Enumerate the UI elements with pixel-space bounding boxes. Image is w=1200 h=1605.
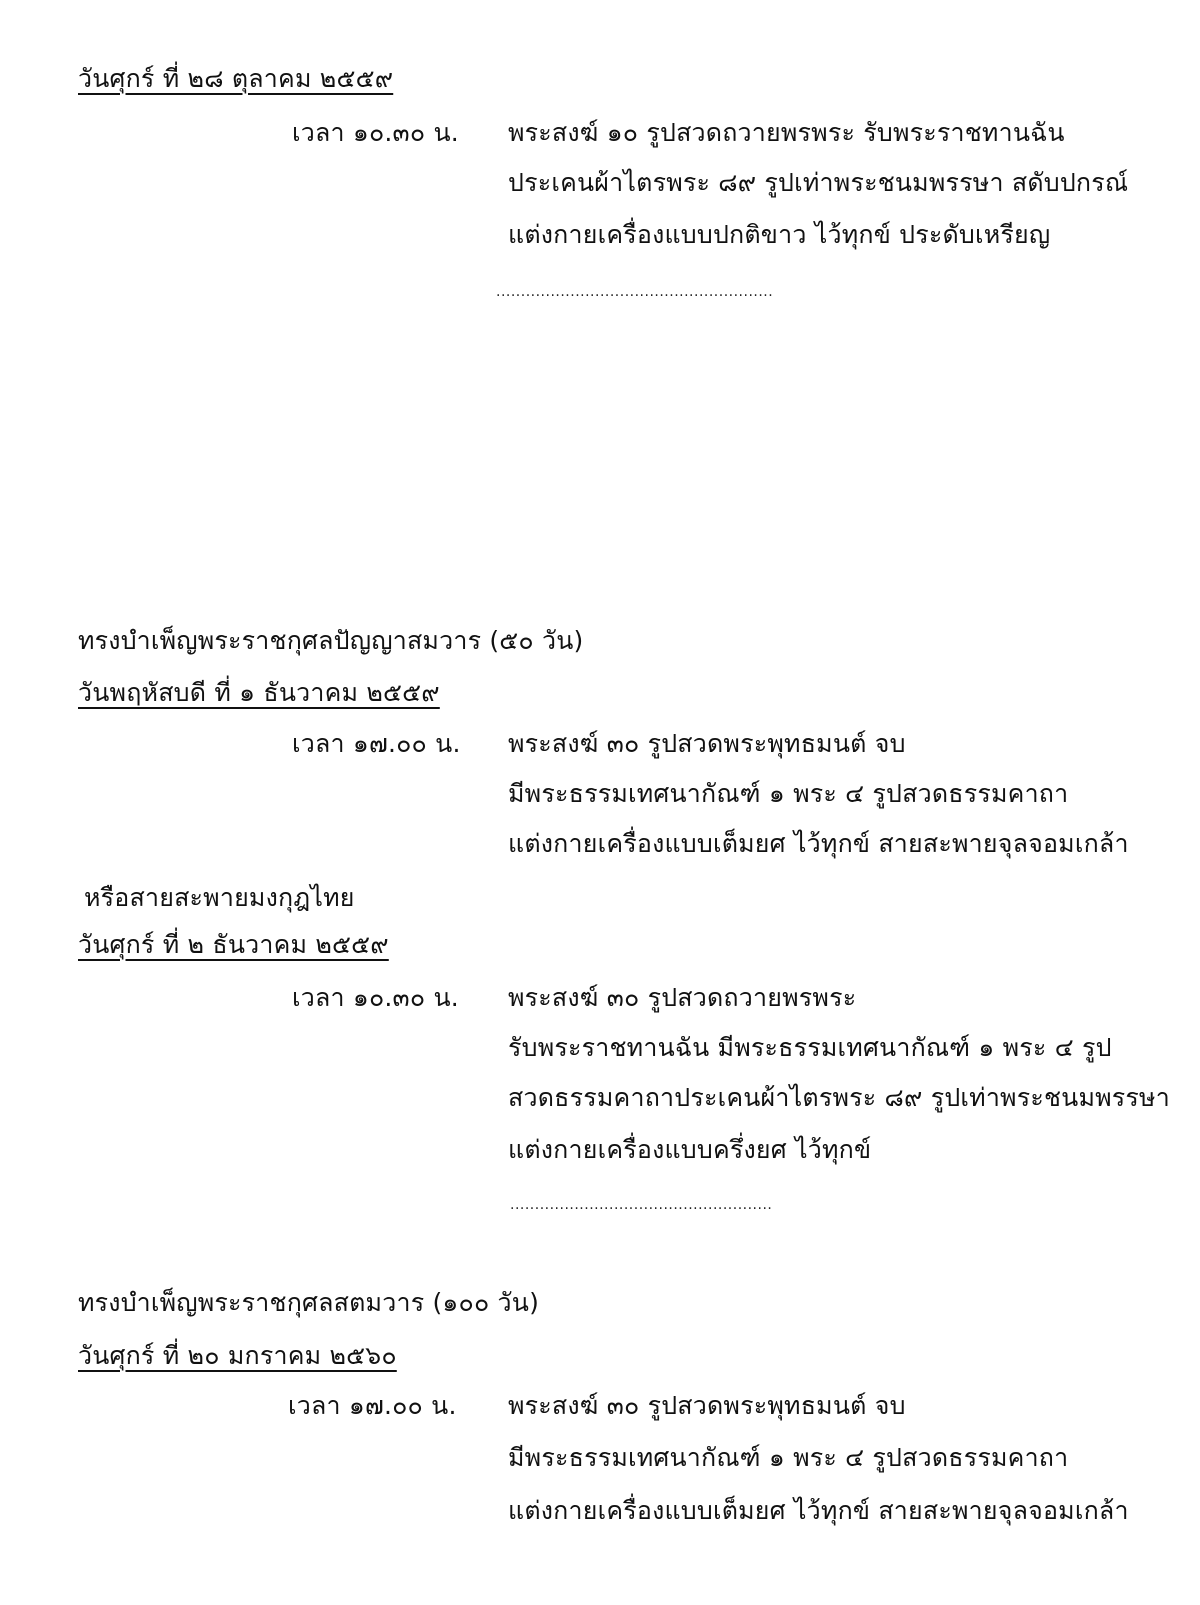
time-label: เวลา ๑๗.๐๐ น. — [288, 1391, 457, 1420]
date-heading: วันพฤหัสบดี ที่ ๑ ธันวาคม ๒๕๕๙ — [78, 678, 440, 707]
detail-line: แต่งกายเครื่องแบบปกติขาว ไว้ทุกข์ ประดับเหรียญ — [508, 220, 1051, 249]
detail-line: มีพระธรรมเทศนากัณฑ์ ๑ พระ ๔ รูปสวดธรรมคาถา — [508, 1443, 1069, 1472]
detail-line: พระสงฆ์ ๓๐ รูปสวดถวายพรพระ — [508, 983, 857, 1012]
detail-line: พระสงฆ์ ๑๐ รูปสวดถวายพรพระ รับพระราชทานฉัน — [508, 118, 1065, 147]
detail-line: แต่งกายเครื่องแบบเต็มยศ ไว้ทุกข์ สายสะพายจุลจอมเกล้า — [508, 1496, 1129, 1525]
detail-line: พระสงฆ์ ๓๐ รูปสวดพระพุทธมนต์ จบ — [508, 729, 906, 758]
date-heading: วันศุกร์ ที่ ๒๐ มกราคม ๒๕๖๐ — [78, 1341, 397, 1370]
ceremony-heading: ทรงบำเพ็ญพระราชกุศลสตมวาร (๑๐๐ วัน) — [78, 1288, 540, 1317]
time-label: เวลา ๑๐.๓๐ น. — [292, 983, 459, 1012]
detail-line: รับพระราชทานฉัน มีพระธรรมเทศนากัณฑ์ ๑ พระ ๔ รูป — [508, 1033, 1112, 1062]
detail-continuation: หรือสายสะพายมงกุฎไทย — [84, 883, 355, 912]
ceremony-heading: ทรงบำเพ็ญพระราชกุศลปัญญาสมวาร (๕๐ วัน) — [78, 626, 584, 655]
time-label: เวลา ๑๗.๐๐ น. — [292, 729, 461, 758]
detail-line: พระสงฆ์ ๓๐ รูปสวดพระพุทธมนต์ จบ — [508, 1391, 906, 1420]
detail-line: แต่งกายเครื่องแบบเต็มยศ ไว้ทุกข์ สายสะพายจุลจอมเกล้า — [508, 829, 1129, 858]
time-label: เวลา ๑๐.๓๐ น. — [292, 118, 459, 147]
date-heading: วันศุกร์ ที่ ๒๘ ตุลาคม ๒๕๕๙ — [78, 64, 394, 93]
detail-line: ประเคนผ้าไตรพระ ๘๙ รูปเท่าพระชนมพรรษา สดับปกรณ์ — [508, 168, 1129, 197]
detail-line: มีพระธรรมเทศนากัณฑ์ ๑ พระ ๔ รูปสวดธรรมคาถา — [508, 779, 1069, 808]
detail-line: แต่งกายเครื่องแบบครึ่งยศ ไว้ทุกข์ — [508, 1135, 872, 1164]
detail-line: สวดธรรมคาถาประเคนผ้าไตรพระ ๘๙ รูปเท่าพระชนมพรรษา — [508, 1083, 1170, 1112]
separator-dots: ........................................................ — [496, 284, 774, 300]
date-heading: วันศุกร์ ที่ ๒ ธันวาคม ๒๕๕๙ — [78, 930, 389, 959]
separator-dots: ..................................................... — [510, 1197, 773, 1213]
